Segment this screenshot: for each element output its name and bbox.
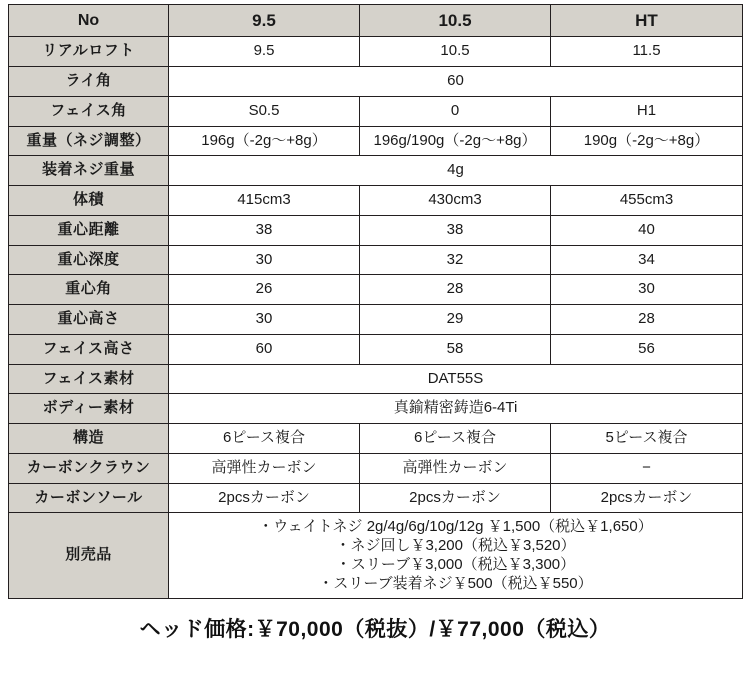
row-label: 別売品 [9,513,169,599]
table-row [9,305,743,335]
row-label: 体積 [9,186,169,216]
row-label: フェイス高さ [9,334,169,364]
optional-parts-list [169,513,743,599]
cell-value: 5ピース複合 [551,424,743,454]
row-label: ライ角 [9,67,169,97]
cell-value: 高弾性カーボン [169,453,360,483]
row-label: 重心距離 [9,215,169,245]
cell-value: 32 [360,245,551,275]
cell-value: 4g [169,156,743,186]
row-label: 重量（ネジ調整） [9,126,169,156]
table-row [9,245,743,275]
table-row [9,156,743,186]
cell-value: 10.5 [360,37,551,67]
row-label: ボディー素材 [9,394,169,424]
table-header [9,5,743,37]
table-row [9,96,743,126]
table-row [9,394,743,424]
table-row [9,334,743,364]
row-label: フェイス角 [9,96,169,126]
cell-value: H1 [551,96,743,126]
cell-value: 28 [360,275,551,305]
table-row [9,215,743,245]
table-row [9,424,743,454]
row-label: カーボンソール [9,483,169,513]
cell-value: 60 [169,67,743,97]
cell-value: 38 [360,215,551,245]
cell-value: 430cm3 [360,186,551,216]
cell-value: 60 [169,334,360,364]
cell-value: 高弾性カーボン [360,453,551,483]
table-row [9,67,743,97]
cell-value: 58 [360,334,551,364]
cell-value: 455cm3 [551,186,743,216]
cell-value: 415cm3 [169,186,360,216]
cell-value: 196g（-2g〜+8g） [169,126,360,156]
cell-value: 11.5 [551,37,743,67]
column-header-10-5: 10.5 [360,5,551,37]
cell-value: 2pcsカーボン [360,483,551,513]
cell-value: 56 [551,334,743,364]
cell-value: 2pcsカーボン [551,483,743,513]
cell-value: 真鍮精密鋳造6-4Ti [169,394,743,424]
row-label: フェイス素材 [9,364,169,394]
cell-value: 28 [551,305,743,335]
cell-value: − [551,453,743,483]
cell-value: 38 [169,215,360,245]
optional-parts-line: ・スリーブ装着ネジ￥500（税込￥550） [318,574,593,592]
row-label: 構造 [9,424,169,454]
cell-value: 9.5 [169,37,360,67]
cell-value: 6ピース複合 [169,424,360,454]
cell-value: 190g（-2g〜+8g） [551,126,743,156]
cell-value: DAT55S [169,364,743,394]
cell-value: S0.5 [169,96,360,126]
row-label: リアルロフト [9,37,169,67]
specification-table [8,4,743,599]
column-header-ht: HT [551,5,743,37]
row-label: 重心深度 [9,245,169,275]
table-row-options [9,513,743,599]
table-row [9,275,743,305]
row-label: カーボンクラウン [9,453,169,483]
table-row [9,37,743,67]
table-row [9,483,743,513]
cell-value: 40 [551,215,743,245]
cell-value: 30 [169,305,360,335]
table-row [9,126,743,156]
table-row [9,364,743,394]
cell-value: 30 [551,275,743,305]
column-header-9-5: 9.5 [169,5,360,37]
column-header-no: No [9,5,169,37]
table-row [9,453,743,483]
cell-value: 2pcsカーボン [169,483,360,513]
cell-value: 30 [169,245,360,275]
optional-parts-line: ・ネジ回し￥3,200（税込￥3,520） [335,537,576,554]
optional-parts-line: ・ウェイトネジ 2g/4g/6g/10g/12g ￥1,500（税込￥1,650） [258,518,653,536]
cell-value: 26 [169,275,360,305]
row-label: 装着ネジ重量 [9,156,169,186]
row-label: 重心角 [9,275,169,305]
table-body [9,37,743,599]
cell-value: 0 [360,96,551,126]
cell-value: 29 [360,305,551,335]
head-price-text: ヘッド価格:￥70,000（税抜）/￥77,000（税込） [139,618,611,642]
row-label: 重心高さ [9,305,169,335]
cell-value: 196g/190g（-2g〜+8g） [360,126,551,156]
cell-value: 34 [551,245,743,275]
table-header-row [9,5,743,37]
table-row [9,186,743,216]
cell-value: 6ピース複合 [360,424,551,454]
optional-parts-line: ・スリーブ￥3,000（税込￥3,300） [335,555,576,573]
